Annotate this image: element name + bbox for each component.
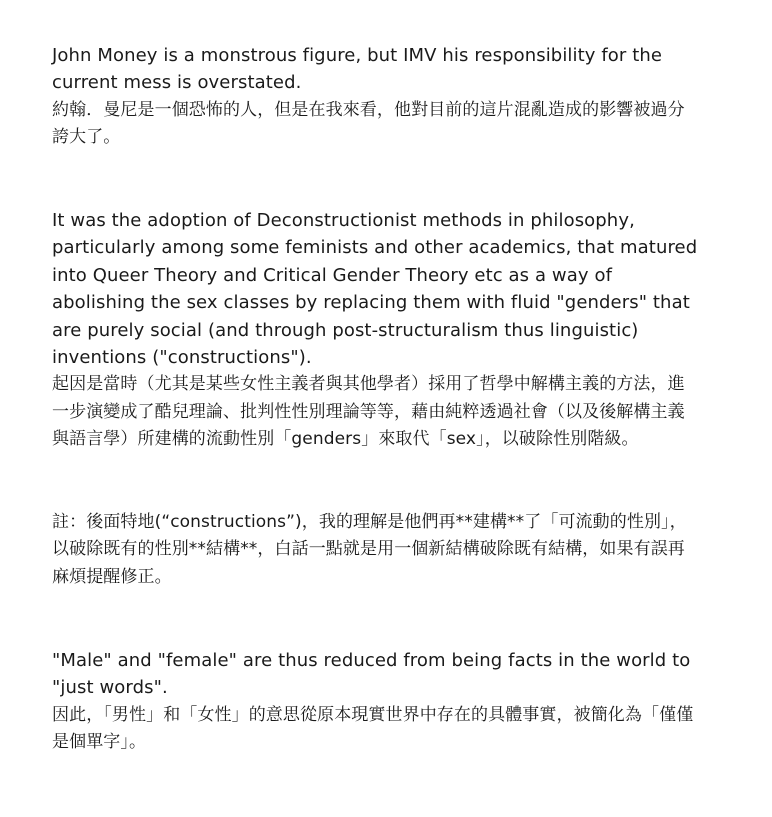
paragraph-deconstructionism <box>52 207 700 454</box>
english-text: "Male" and "female" are thus reduced from being facts in the world to "just words". <box>52 650 691 699</box>
note-text: 註：後面特地(“constructions”)，我的理解是他們再**建構**了「可流動的性別」，以破除既有的性別**結構**，白話一點就是用一個新結構破除既有結構，如果有誤再麻煩提醒修正。 <box>52 512 687 587</box>
translator-note <box>52 509 700 591</box>
chinese-translation: 因此，「男性」和「女性」的意思從原本現實世界中存在的具體事實，被簡化為「僅僅是個單字」。 <box>52 704 694 753</box>
chinese-translation: 約翰．曼尼是一個恐怖的人，但是在我來看，他對目前的這片混亂造成的影響被過分誇大了。 <box>52 99 685 148</box>
english-text: It was the adoption of Deconstructionist methods in philosophy, particularly among some feminists and other academics, that matured into Queer Theory and Critical Gender Theory etc as a way of abolishing the sex classes by replacing them with fluid "genders" that are purely social (and through post-structuralism thus linguistic) inventions ("constructions"). <box>52 210 698 369</box>
english-text: John Money is a monstrous figure, but IMV his responsibility for the current mess is overstated. <box>52 45 663 94</box>
paragraph-just-words <box>52 647 700 757</box>
chinese-translation: 起因是當時（尤其是某些女性主義者與其他學者）採用了哲學中解構主義的方法，進一步演變成了酷兒理論、批判性性別理論等等，藉由純粹透過社會（以及後解構主義與語言學）所建構的流動性別「genders」來取代「sex」，以破除性別階級。 <box>52 374 685 450</box>
paragraph-money <box>52 42 700 152</box>
